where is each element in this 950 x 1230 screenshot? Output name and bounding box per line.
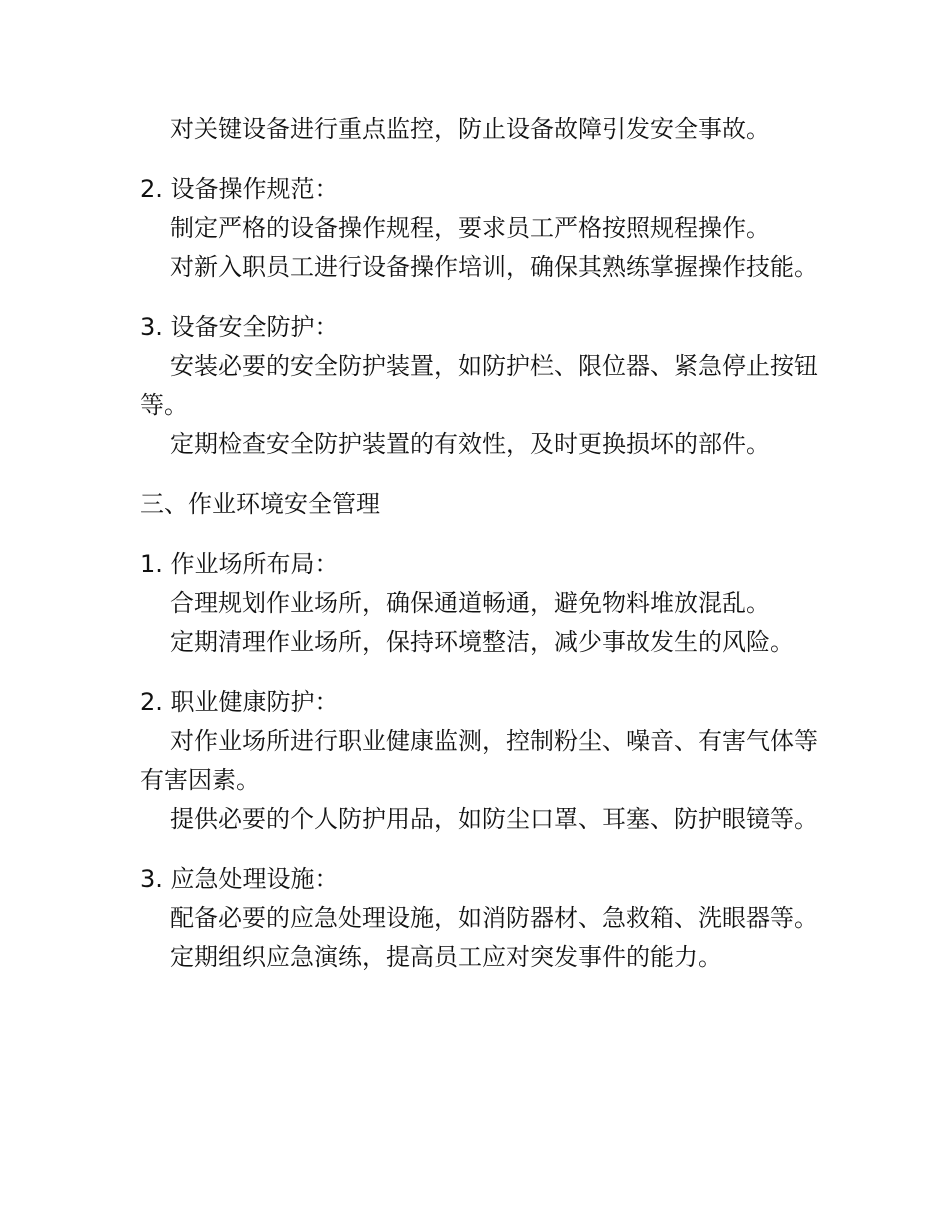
paragraph-line: 对作业场所进行职业健康监测，控制粉尘、噪音、有害气体等有害因素。 bbox=[140, 727, 818, 794]
paragraph-line: 制定严格的设备操作规程，要求员工严格按照规程操作。 bbox=[170, 214, 770, 242]
paragraph-line: 合理规划作业场所，确保通道畅通，避免物料堆放混乱。 bbox=[170, 589, 770, 617]
paragraph-line: 提供必要的个人防护用品，如防尘口罩、耳塞、防护眼镜等。 bbox=[170, 805, 818, 833]
paragraph-line: 定期清理作业场所，保持环境整洁，减少事故发生的风险。 bbox=[170, 628, 794, 656]
section-heading: 1. 作业场所布局： bbox=[140, 550, 339, 578]
paragraph-line: 对关键设备进行重点监控，防止设备故障引发安全事故。 bbox=[170, 115, 770, 143]
section-heading: 3. 设备安全防护： bbox=[140, 313, 339, 341]
chapter-heading: 三、作业环境安全管理 bbox=[140, 490, 380, 518]
section-heading: 3. 应急处理设施： bbox=[140, 865, 339, 893]
section-heading: 2. 职业健康防护： bbox=[140, 688, 339, 716]
paragraph-line: 安装必要的安全防护装置，如防护栏、限位器、紧急停止按钮等。 bbox=[140, 352, 818, 419]
paragraph-line: 定期检查安全防护装置的有效性，及时更换损坏的部件。 bbox=[170, 430, 770, 458]
paragraph-line: 对新入职员工进行设备操作培训，确保其熟练掌握操作技能。 bbox=[170, 253, 818, 281]
paragraph-line: 配备必要的应急处理设施，如消防器材、急救箱、洗眼器等。 bbox=[170, 904, 818, 932]
document-page bbox=[140, 110, 820, 977]
paragraph-line: 定期组织应急演练，提高员工应对突发事件的能力。 bbox=[170, 943, 722, 971]
section-heading: 2. 设备操作规范： bbox=[140, 175, 339, 203]
